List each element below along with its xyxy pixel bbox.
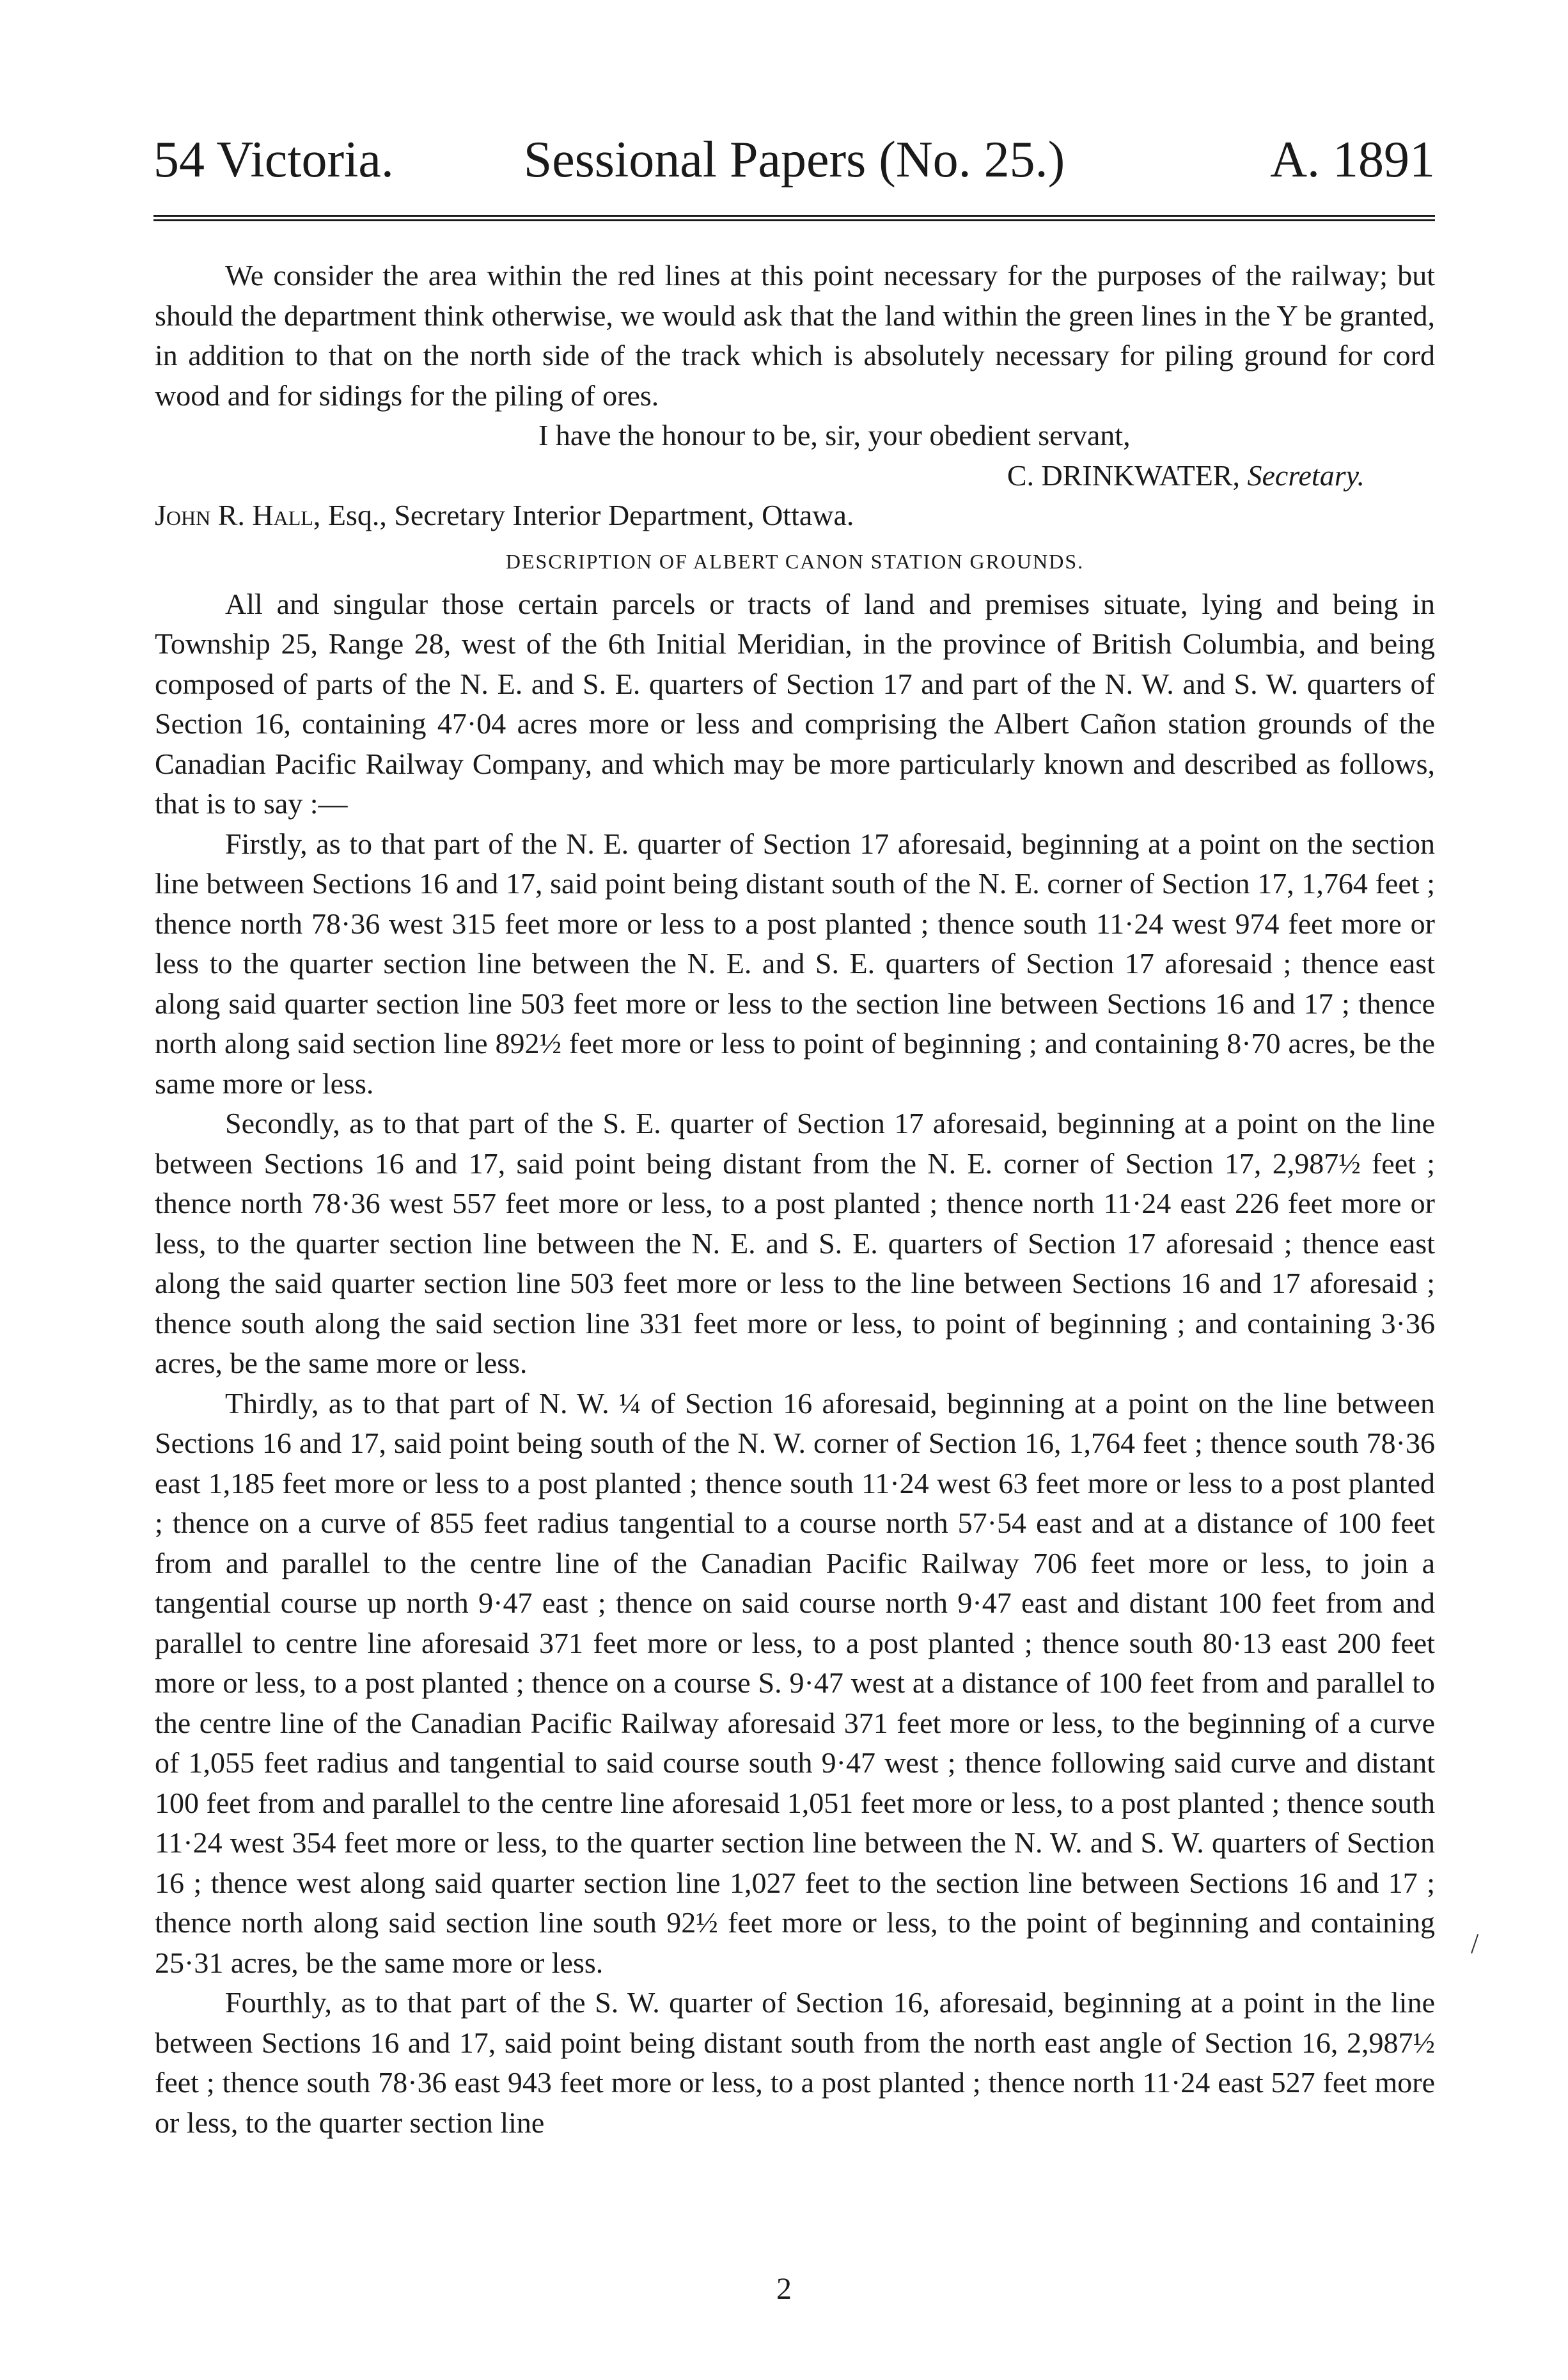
description-fourthly: Fourthly, as to that part of the S. W. quarter of Section 16, aforesaid, beginning at a point in the line between Sections 16 and 17, said point being distant south from the north east angle of Section 16, 2,987½ feet ; thence south 78·36 east 943 feet more or less, to a post planted ; thence north 11·24 east 527 feet more or less, to the quarter section line bbox=[155, 1986, 1435, 2139]
running-header bbox=[153, 121, 1435, 198]
letter-addressee bbox=[155, 496, 1435, 536]
addressee-rest: Esq., Secretary Interior Department, Ottawa. bbox=[327, 499, 854, 531]
description-secondly: Secondly, as to that part of the S. E. quarter of Section 17 aforesaid, beginning at a point on the line between Sections 16 and 17, said point being distant from the N. E. corner of Section 17, 2,987½ feet ; thence north 78·36 west 557 feet more or less, to a post planted ; thence north 11·24 east 226 feet more or less, to the quarter section line between the N. E. and S. E. quarters of Section 17 aforesaid ; thence east along the said quarter section line 503 feet more or less to the line between Sections 16 and 17 aforesaid ; thence south along the said section line 331 feet more or less, to point of beginning ; and containing 3·36 acres, be the same more or less. bbox=[155, 1107, 1435, 1379]
description-intro: All and singular those certain parcels or tracts of land and premises situate, lying and being in Township 25, Range 28, west of the 6th Initial Meridian, in the province of British Columbia, and being composed of parts of the N. E. and S. E. quarters of Section 17 and part of the N. W. and S. W. quarters of Section 16, containing 47·04 acres more or less and comprising the Albert Cañon station grounds of the Canadian Pacific Railway Company, and which may be more particularly known and described as follows, that is to say :— bbox=[155, 587, 1435, 820]
header-volume: 54 Victoria. bbox=[153, 132, 394, 188]
page-number: 2 bbox=[776, 2272, 792, 2306]
signature-name: C. DRINKWATER, bbox=[1007, 458, 1240, 492]
description-firstly: Firstly, as to that part of the N. E. quarter of Section 17 aforesaid, beginning at a point on the section line between Sections 16 and 17, said point being distant south of the N. E. corner of Section 17, 1,764 feet ; thence north 78·36 west 315 feet more or less to a post planted ; thence south 11·24 west 974 feet more or less to the quarter section line between the N. E. and S. E. quarters of Section 17 aforesaid ; thence east along said quarter section line 503 feet more or less to the section line between Sections 16 and 17 ; thence north along said section line 892½ feet more or less to point of beginning ; and containing 8·70 acres, be the same more or less. bbox=[155, 827, 1435, 1100]
header-double-rule bbox=[153, 215, 1435, 221]
section-heading: DESCRIPTION OF ALBERT CANON STATION GROUNDS. bbox=[505, 549, 1085, 573]
letter-closing: I have the honour to be, sir, your obedient servant, bbox=[538, 419, 1131, 451]
header-year: A. 1891 bbox=[1270, 132, 1435, 188]
letter-paragraph: We consider the area within the red lines at this point necessary for the purposes of the railway; but should the department think otherwise, we would ask that the land within the green lines in the Y be granted, in addition to that on the north side of the track which is absolutely necessary for piling ground for cord wood and for sidings for the piling of ores. bbox=[155, 259, 1435, 412]
description-thirdly: Thirdly, as to that part of N. W. ¼ of Section 16 aforesaid, beginning at a point on the line between Sections 16 and 17, said point being south of the N. W. corner of Section 16, 1,764 feet ; thence south 78·36 east 1,185 feet more or less to a post planted ; thence south 11·24 west 63 feet more or less to a post planted ; thence on a curve of 855 feet radius tangential to a course north 57·54 east and at a distance of 100 feet from and parallel to the centre line of the Canadian Pacific Railway 706 feet more or less, to join a tangential course up north 9·47 east ; thence on said course north 9·47 east and distant 100 feet from and parallel to centre line aforesaid 371 feet more or less, to a post planted ; thence south 80·13 east 200 feet more or less, to a post planted ; thence on a course S. 9·47 west at a distance of 100 feet from and parallel to the centre line of the Canadian Pacific Railway aforesaid 371 feet more or less, to the beginning of a curve of 1,055 feet radius and tangential to said course south 9·47 west ; thence following said curve and distant 100 feet from and parallel to the centre line aforesaid 1,051 feet more or less, to a post planted ; thence south 11·24 west 354 feet more or less, to the quarter section line between the N. W. and S. W. quarters of Section 16 ; thence west along said quarter section line 1,027 feet to the section line between Sections 16 and 17 ; thence north along said section line south 92½ feet more or less, to the point of beginning and containing 25·31 acres, be the same more or less. bbox=[155, 1386, 1435, 1979]
letter-signature bbox=[155, 456, 1435, 496]
addressee-name: John R. Hall, bbox=[155, 499, 321, 531]
signature-title: Secretary. bbox=[1247, 458, 1365, 492]
document-body bbox=[155, 256, 1435, 2143]
margin-pencil-mark: / bbox=[1471, 1928, 1479, 1959]
header-title: Sessional Papers (No. 25.) bbox=[523, 132, 1065, 188]
